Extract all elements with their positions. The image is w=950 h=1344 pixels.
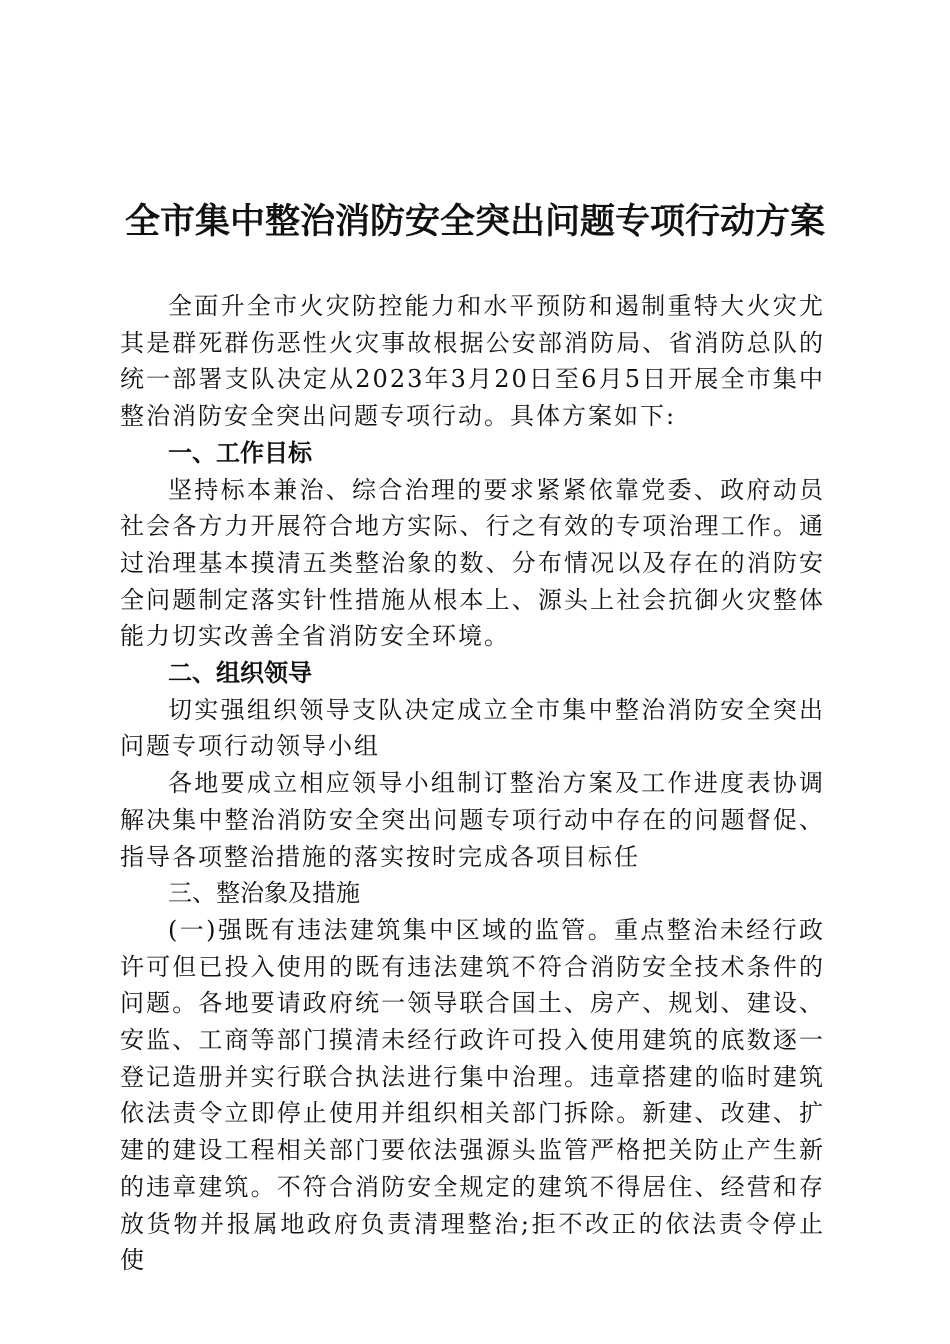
- organization-paragraph-1: 切实强组织领导支队决定成立全市集中整治消防安全突出问题专项行动领导小组: [120, 695, 825, 761]
- section-heading-goals: 一、工作目标: [168, 438, 312, 467]
- section-heading-organization: 二、组织领导: [168, 659, 312, 688]
- section-heading-measures-part1: 三、整治象: [168, 879, 288, 908]
- goals-paragraph: 坚持标本兼治、综合治理的要求紧紧依靠党委、政府动员社会各方力开展符合地方实际、行之有效的专项治理工作。通过治理基本摸清五类整治象的数、分布情况以及存在的消防安全问题制定落实针性措施从根本上、源头上社会抗御火灾整体能力切实改善全省消防安全环境。: [120, 475, 825, 651]
- measures-paragraph-1: (一)强既有违法建筑集中区域的监管。重点整治未经行政许可但已投入使用的既有违法建筑不符合消防安全技术条件的问题。各地要请政府统一领导联合国土、房产、规划、建设、安监、工商等部门摸清未经行政许可投入使用建筑的底数逐一登记造册并实行联合执法进行集中治理。违章搭建的临时建筑依法责令立即停止使用并组织相关部门拆除。新建、改建、扩建的建设工程相关部门要依法强源头监管严格把关防止产生新的违章建筑。不符合消防安全规定的建筑不得居住、经营和存放货物并报属地政府负责清理整治;拒不改正的依法责令停止使: [120, 915, 825, 1275]
- section-heading-measures: [120, 875, 825, 912]
- organization-paragraph-2: 各地要成立相应领导小组制订整治方案及工作进度表协调解决集中整治消防安全突出问题专项行动中存在的问题督促、指导各项整治措施的落实按时完成各项目标任: [120, 769, 825, 871]
- section-heading-measures-part2: 及措施: [288, 879, 360, 908]
- document-title: 全市集中整治消防安全突出问题专项行动方案: [124, 201, 825, 242]
- document-body: [120, 288, 825, 1279]
- intro-paragraph: 全面升全市火灾防控能力和水平预防和遏制重特大火灾尤其是群死群伤恶性火灾事故根据公安部消防局、省消防总队的统一部署支队决定从2023年3月20日至6月5日开展全市集中整治消防安全突出问题专项行动。具体方案如下:: [120, 292, 825, 431]
